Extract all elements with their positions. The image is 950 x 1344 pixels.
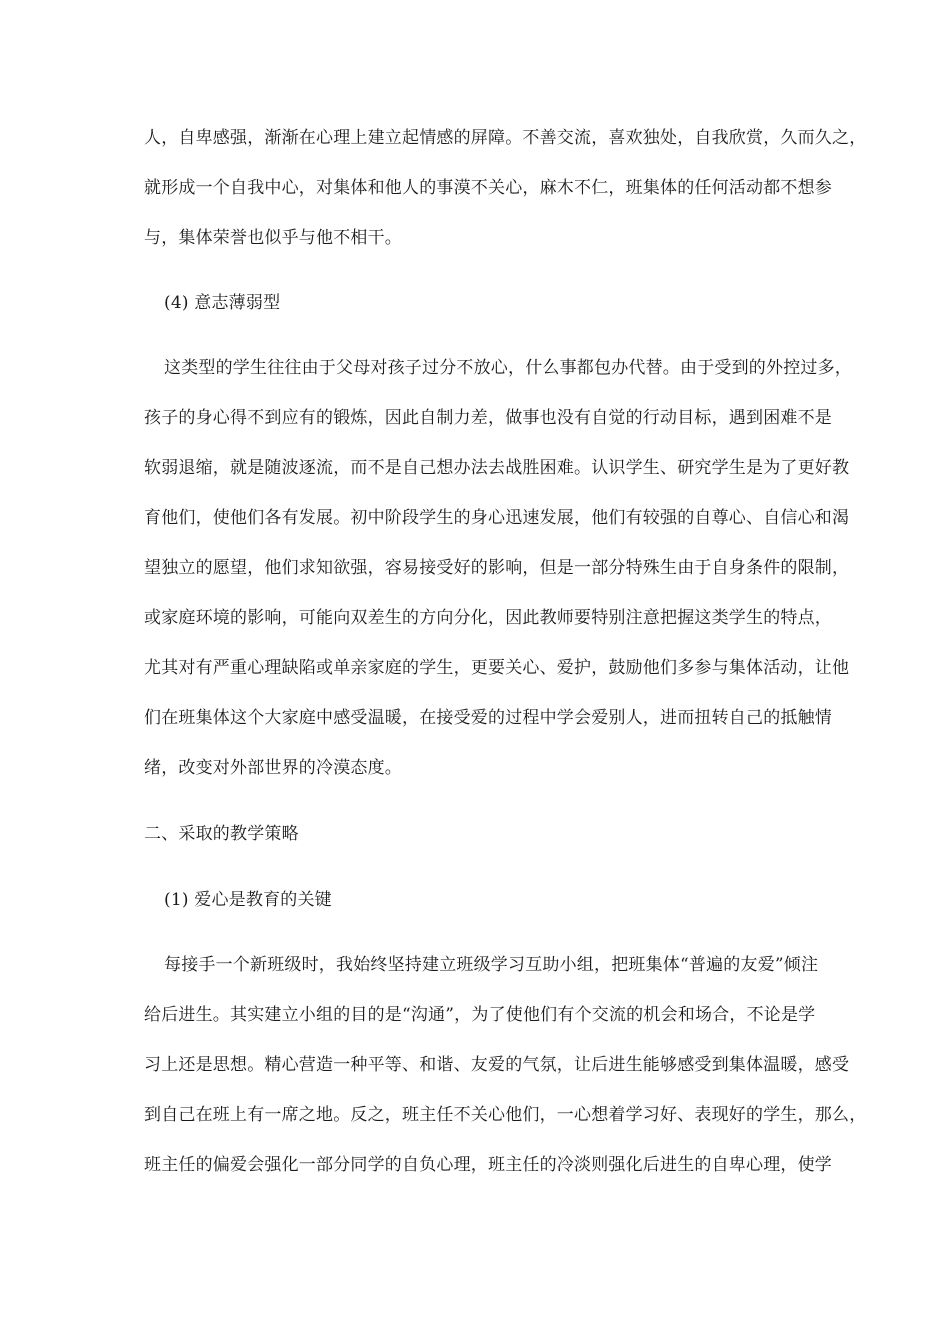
paragraph-2-line-1: 这类型的学生往往由于父母对孩子过分不放心，什么事都包办代替。由于受到的外控过多， [164,358,852,378]
paragraph-3-line-2: 给后进生。其实建立小组的目的是“沟通”，为了使他们有个交流的机会和场合，不论是学 [144,1005,816,1025]
paragraph-2-line-5: 望独立的愿望，他们求知欲强，容易接受好的影响，但是一部分特殊生由于自身条件的限制， [144,558,850,578]
section-2-title: 二、采取的教学策略 [144,824,299,844]
paragraph-1-line-2: 就形成一个自我中心，对集体和他人的事漠不关心，麻木不仁，班集体的任何活动都不想参 [144,178,832,198]
paragraph-2-line-8: 们在班集体这个大家庭中感受温暖，在接受爱的过程中学会爱别人，进而扭转自己的抵触情 [144,708,832,728]
paragraph-2-line-9: 绪，改变对外部世界的冷漠态度。 [144,758,402,778]
paragraph-2-line-4: 育他们，使他们各有发展。初中阶段学生的身心迅速发展，他们有较强的自尊心、自信心和渴 [144,508,850,528]
paragraph-3-line-5: 班主任的偏爱会强化一部分同学的自负心理，班主任的冷淡则强化后进生的自卑心理，使学 [144,1155,832,1175]
paragraph-2-line-6: 或家庭环境的影响，可能向双差生的方向分化，因此教师要特别注意把握这类学生的特点， [144,608,832,628]
subheading-4: (4) 意志薄弱型 [164,293,281,313]
paragraph-2-line-2: 孩子的身心得不到应有的锻炼，因此自制力差，做事也没有自觉的行动目标，遇到困难不是 [144,408,832,428]
paragraph-1-line-3: 与，集体荣誉也似乎与他不相干。 [144,228,402,248]
paragraph-2-line-3: 软弱退缩，就是随波逐流，而不是自己想办法去战胜困难。认识学生、研究学生是为了更好教 [144,458,850,478]
paragraph-1-line-1: 人，自卑感强，渐渐在心理上建立起情感的屏障。不善交流，喜欢独处，自我欣赏，久而久之， [144,128,867,148]
subheading-1: (1) 爱心是教育的关键 [164,890,332,910]
paragraph-3-line-3: 习上还是思想。精心营造一种平等、和谐、友爱的气氛，让后进生能够感受到集体温暖，感受 [144,1055,850,1075]
paragraph-3-line-4: 到自己在班上有一席之地。反之，班主任不关心他们，一心想着学习好、表现好的学生，那么， [144,1105,867,1125]
paragraph-3-line-1: 每接手一个新班级时，我始终坚持建立班级学习互助小组，把班集体“普遍的友爱”倾注 [164,955,819,975]
paragraph-2-line-7: 尤其对有严重心理缺陷或单亲家庭的学生，更要关心、爱护，鼓励他们多参与集体活动，让他 [144,658,850,678]
